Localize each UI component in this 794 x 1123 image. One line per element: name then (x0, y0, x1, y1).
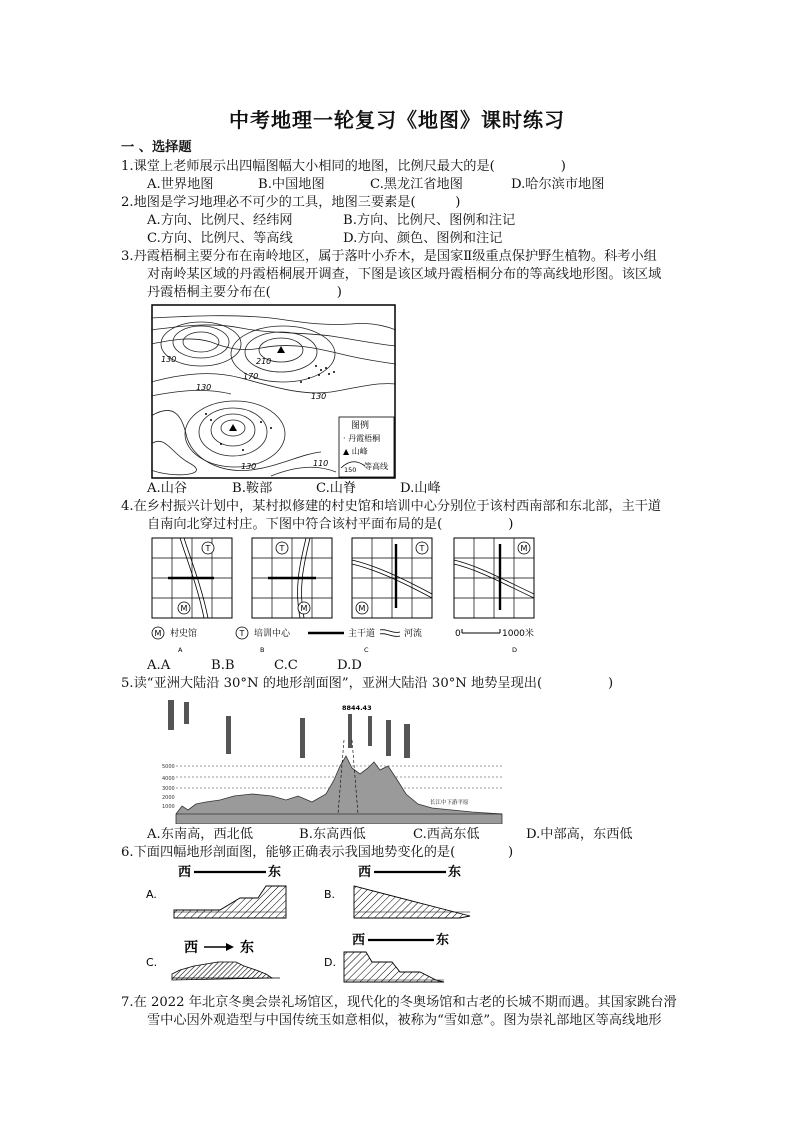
contour-label: 110 (313, 459, 329, 468)
q7-stem-line1: 7.在 2022 年北京冬奥会崇礼场馆区，现代化的冬奥场馆和古老的长城不期而遇。其国家跳台滑 (121, 995, 677, 1010)
legend-training-icon: T (239, 629, 245, 638)
contour-map (151, 304, 396, 479)
profile-b[interactable] (324, 864, 470, 918)
q2-option-d[interactable]: D.方向、颜色、图例和注记 (343, 231, 503, 246)
west-label: 西 (178, 865, 192, 880)
legend-training-label: 培训中心 (254, 629, 291, 639)
q5-option-c[interactable]: C.西高东低 (413, 827, 480, 842)
map-letter-d: D (512, 646, 518, 654)
legend-museum-label: 村史馆 (170, 629, 198, 639)
map-letter-a: A (178, 646, 183, 654)
q1-option-a[interactable]: A.世界地图 (147, 177, 214, 192)
terrain-profiles (140, 862, 500, 988)
q5-option-b[interactable]: B.东高西低 (299, 827, 366, 842)
training-center-icon: T (279, 544, 285, 553)
legend-item-contour: 等高线 (364, 462, 388, 471)
scale-end: 1000米 (502, 629, 534, 639)
legend-river-label: 河流 (404, 629, 423, 639)
legend-item-tree: · 丹霞梧桐 (343, 434, 381, 443)
q4-stem-line1: 4.在乡村振兴计划中，某村拟修建的村史馆和培训中心分别位于该村西南部和东北部，主干道 (121, 499, 662, 514)
q3-option-b[interactable]: B.鞍部 (232, 481, 273, 496)
map-letter-b: B (260, 646, 265, 654)
legend-sample-value: 150 (344, 466, 357, 474)
y-tick: 1000 (162, 804, 175, 810)
section-heading: 一 、选择题 (121, 140, 192, 155)
y-tick: 2000 (162, 795, 175, 801)
q5-options (0, 826, 794, 844)
east-label: 东 (268, 865, 282, 880)
q4-option-b[interactable]: B.B (211, 658, 235, 673)
map-legend (339, 417, 394, 477)
legend-title: 图例 (351, 421, 370, 431)
panel-label-c: C. (146, 956, 158, 969)
west-label: 西 (184, 940, 198, 956)
history-museum-icon: M (300, 604, 308, 613)
contour-label: 170 (243, 372, 259, 381)
q1-option-d[interactable]: D.哈尔滨市地图 (511, 177, 605, 192)
map-a[interactable] (152, 538, 232, 618)
q4-option-d[interactable]: D.D (337, 658, 362, 673)
q3-stem-line2: 对南岭某区域的丹霞梧桐展开调查，下图是该区域丹霞梧桐分布的等高线地形图。该区域 (147, 267, 662, 282)
map-letter-c: C (364, 646, 369, 654)
east-label: 东 (240, 940, 254, 956)
profile-c[interactable] (146, 939, 280, 980)
q1-options (0, 176, 794, 194)
profile-right-label: 长江中下游平原 (430, 800, 469, 806)
contour-label: 130 (311, 392, 327, 401)
q2-options-row1 (0, 212, 794, 230)
contour-label: 210 (256, 357, 272, 366)
panel-label-b: B. (324, 888, 336, 901)
q4-option-a[interactable]: A.A (147, 658, 171, 673)
east-label: 东 (436, 933, 450, 948)
y-tick: 4000 (162, 776, 175, 782)
page-title: 中考地理一轮复习《地图》课时练习 (229, 108, 565, 132)
asia-30n-profile (162, 696, 506, 824)
y-tick: 5000 (162, 764, 175, 770)
q3-stem-line3: 丹霞梧桐主要分布在( ) (147, 285, 342, 300)
scale-zero: 0 (455, 629, 461, 639)
q2-option-b[interactable]: B.方向、比例尺、图例和注记 (343, 213, 516, 228)
history-museum-icon: M (180, 604, 188, 613)
q2-option-c[interactable]: C.方向、比例尺、等高线 (147, 231, 293, 246)
contour-label: 130 (196, 383, 212, 392)
map-c[interactable] (352, 538, 432, 618)
q5-stem: 5.读“亚洲大陆沿 30°N 的地形剖面图”，亚洲大陆沿 30°N 地势呈现出( ) (121, 676, 614, 691)
q1-option-b[interactable]: B.中国地图 (258, 177, 325, 192)
q2-stem: 2.地图是学习地理必不可少的工具，地图三要素是( ) (121, 195, 461, 210)
training-center-icon: T (419, 544, 425, 553)
legend-item-peak: ▲ 山峰 (343, 447, 368, 456)
q2-option-a[interactable]: A.方向、比例尺、经纬网 (147, 213, 293, 228)
q3-option-d[interactable]: D.山峰 (400, 481, 441, 496)
village-layout-maps (148, 536, 568, 658)
q4-option-c[interactable]: C.C (274, 658, 298, 673)
q3-stem-line1: 3.丹霞梧桐主要分布在南岭地区，属于落叶小乔木，是国家Ⅱ级重点保护野生植物。科考小组 (121, 249, 657, 264)
q3-option-c[interactable]: C.山脊 (316, 481, 357, 496)
legend-museum-icon: M (154, 629, 162, 638)
east-label: 东 (448, 865, 462, 880)
q5-option-d[interactable]: D.中部高，东西低 (526, 827, 633, 842)
q4-stem-line2: 自南向北穿过村庄。下图中符合该村平面布局的是( ) (147, 517, 514, 532)
west-label: 西 (352, 933, 366, 948)
profile-d[interactable] (324, 932, 449, 982)
q7-stem-line2: 雪中心因外观造型与中国传统玉如意相似，被称为“雪如意”。图为崇礼部地区等高线地形 (147, 1013, 662, 1028)
q3-options (0, 480, 794, 498)
history-museum-icon: M (520, 544, 528, 553)
q3-option-a[interactable]: A.山谷 (147, 481, 188, 496)
legend-road-label: 主干道 (348, 629, 376, 639)
q2-options-row2 (0, 230, 794, 248)
everest-height: 8844.43 (342, 704, 372, 712)
q1-option-c[interactable]: C.黑龙江省地图 (370, 177, 463, 192)
q1-stem: 1.课堂上老师展示出四幅图幅大小相同的地图，比例尺最大的是( ) (121, 159, 566, 174)
contour-label: 130 (161, 355, 177, 364)
profile-a[interactable] (146, 864, 286, 918)
y-tick: 3000 (162, 786, 175, 792)
map-letters (178, 646, 517, 654)
panel-label-d: D. (324, 956, 336, 969)
q4-legend (152, 627, 534, 639)
q5-option-a[interactable]: A.东南高，西北低 (147, 827, 254, 842)
history-museum-icon: M (358, 604, 366, 613)
arrow-right-icon (226, 943, 234, 951)
training-center-icon: T (205, 544, 211, 553)
map-d[interactable] (454, 538, 534, 618)
q4-options (0, 657, 794, 675)
contour-label: 130 (241, 462, 257, 471)
panel-label-a: A. (146, 888, 157, 901)
q6-stem: 6.下面四幅地形剖面图，能够正确表示我国地势变化的是( ) (121, 845, 514, 860)
map-b[interactable] (252, 538, 332, 618)
west-label: 西 (358, 865, 372, 880)
